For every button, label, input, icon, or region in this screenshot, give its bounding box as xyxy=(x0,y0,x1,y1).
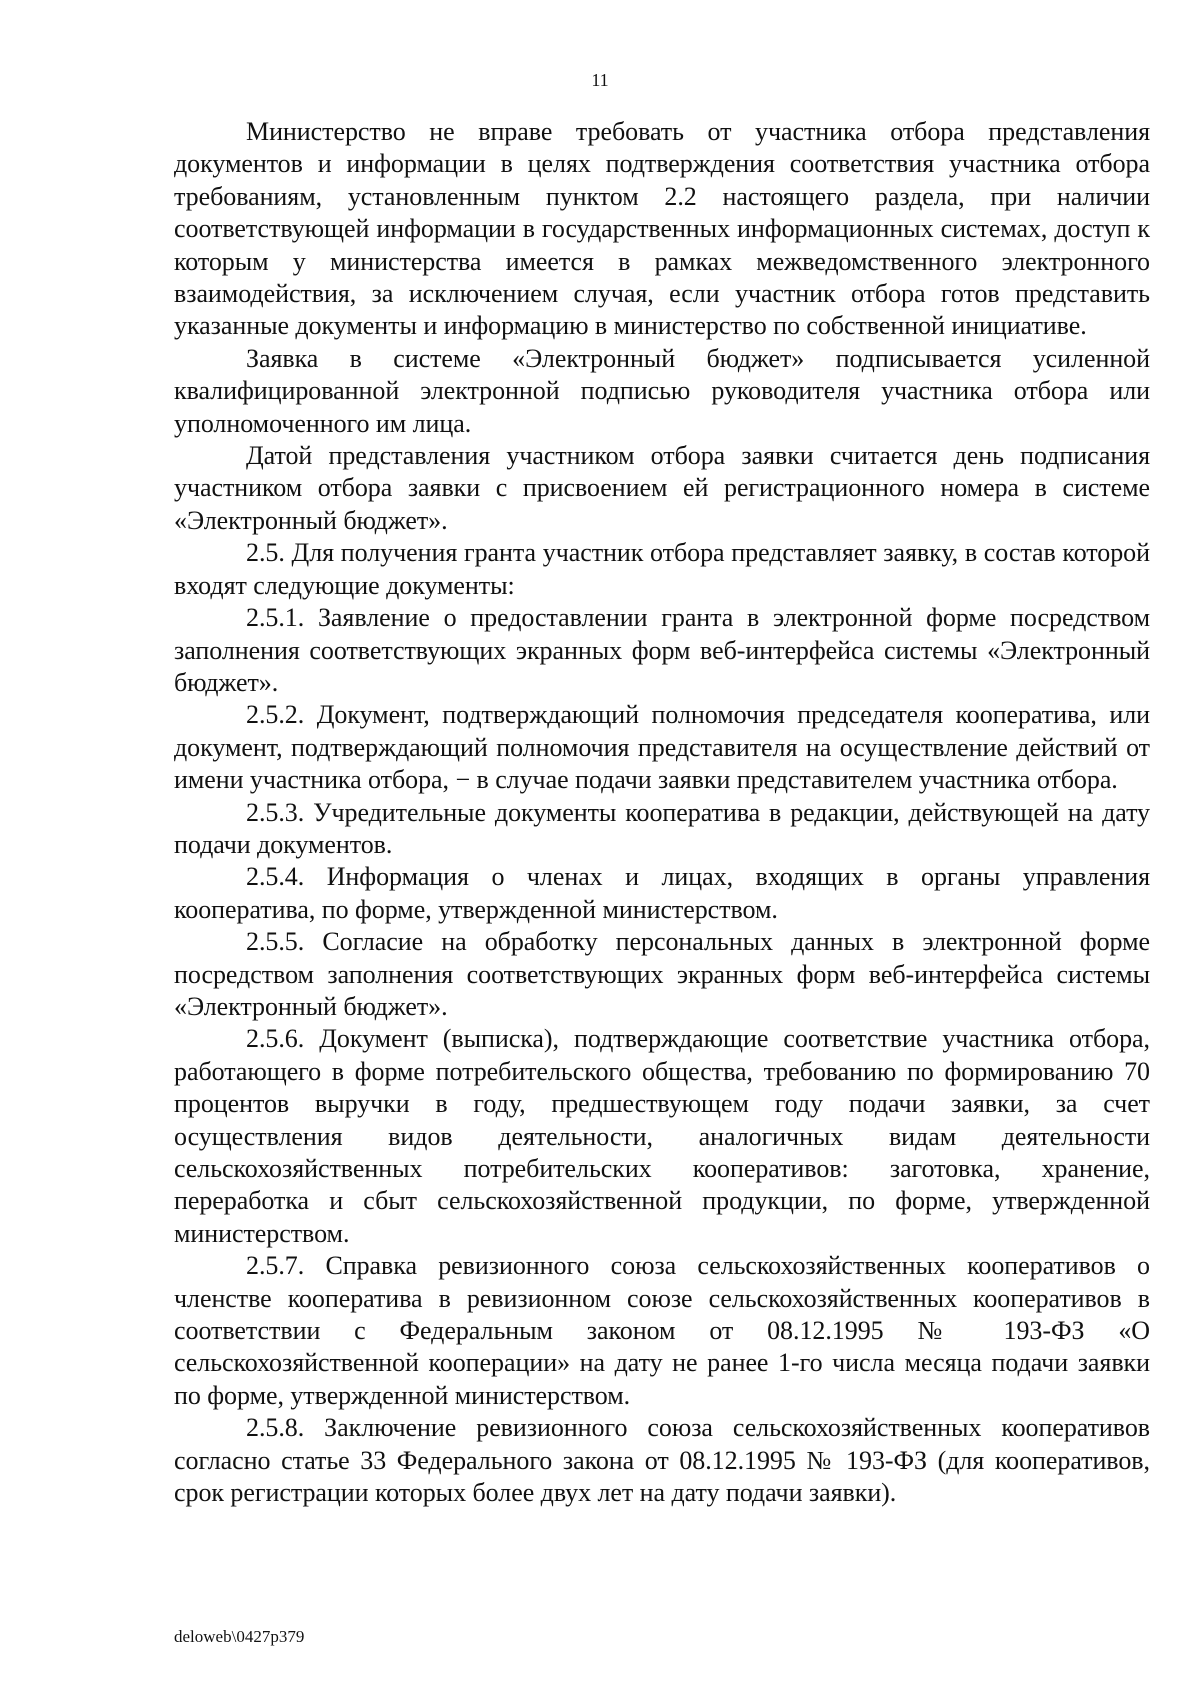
paragraph-2-5-3: 2.5.3. Учредительные документы кооператива в редакции, действующей на дату подачи документов. xyxy=(174,797,1150,859)
paragraph-ministry-no-right-to-require: Министерство не вправе требовать от участника отбора представления документов и информации в целях подтверждения соответствия участника отбора требованиям, установленным пунктом 2.2 настоящего раздела, при наличии соответствующей информации в государственных информационных системах, доступ к которым у министерства имеется в рамках межведомственного электронного взаимодействия, за исключением случая, если участник отбора готов представить указанные документы и информацию в министерство по собственной инициативе. xyxy=(174,117,1150,341)
paragraph-application-signing: Заявка в системе «Электронный бюджет» подписывается усиленной квалифицированной электронной подписью руководителя участника отбора или уполномоченного им лица. xyxy=(174,343,1150,438)
paragraph-submission-date: Датой представления участником отбора заявки считается день подписания участником отбора заявки с присвоением ей регистрационного номера в системе «Электронный бюджет». xyxy=(174,441,1150,535)
document-body xyxy=(174,116,1150,1509)
paragraph-2-5-5: 2.5.5. Согласие на обработку персональных данных в электронной форме посредством заполнения соответствующих экранных форм веб-интерфейса системы «Электронный бюджет». xyxy=(174,927,1150,1021)
paragraph-2-5-6: 2.5.6. Документ (выписка), подтверждающие соответствие участника отбора, работающего в форме потребительского общества, требованию по формированию 70 процентов выручки в году, предшествующем году подачи заявки, за счет осуществления видов деятельности, аналогичных видам деятельности сельскохозяйственных потребительских кооперативов: заготовка, хранение, переработка и сбыт сельскохозяйственной продукции, по форме, утвержденной министерством. xyxy=(174,1024,1150,1248)
paragraph-2-5-4: 2.5.4. Информация о членах и лицах, входящих в органы управления кооператива, по форме, утвержденной министерством. xyxy=(174,862,1150,924)
paragraph-2-5-2: 2.5.2. Документ, подтверждающий полномочия председателя кооператива, или документ, подтверждающий полномочия представителя на осуществление действий от имени участника отбора, − в случае подачи заявки представителем участника отбора. xyxy=(174,700,1150,795)
page-number: 11 xyxy=(591,70,609,90)
paragraph-2-5: 2.5. Для получения гранта участник отбора представляет заявку, в состав которой входят следующие документы: xyxy=(174,538,1150,600)
document-footer-code: deloweb\0427p379 xyxy=(174,1627,305,1646)
paragraph-2-5-1: 2.5.1. Заявление о предоставлении гранта в электронной форме посредством заполнения соответствующих экранных форм веб-интерфейса системы «Электронный бюджет». xyxy=(174,603,1150,697)
paragraph-2-5-8: 2.5.8. Заключение ревизионного союза сельскохозяйственных кооперативов согласно статье 33 Федерального закона от 08.12.1995 № 193-ФЗ (для кооперативов, срок регистрации которых более двух лет на дату подачи заявки). xyxy=(174,1413,1150,1508)
paragraph-2-5-7: 2.5.7. Справка ревизионного союза сельскохозяйственных кооперативов о членстве кооператива в ревизионном союзе сельскохозяйственных кооперативов в соответствии с Федеральным законом от 08.12.1995 № 193-ФЗ «О сельскохозяйственной кооперации» на дату не ранее 1-го числа месяца подачи заявки по форме, утвержденной министерством. xyxy=(174,1251,1150,1410)
